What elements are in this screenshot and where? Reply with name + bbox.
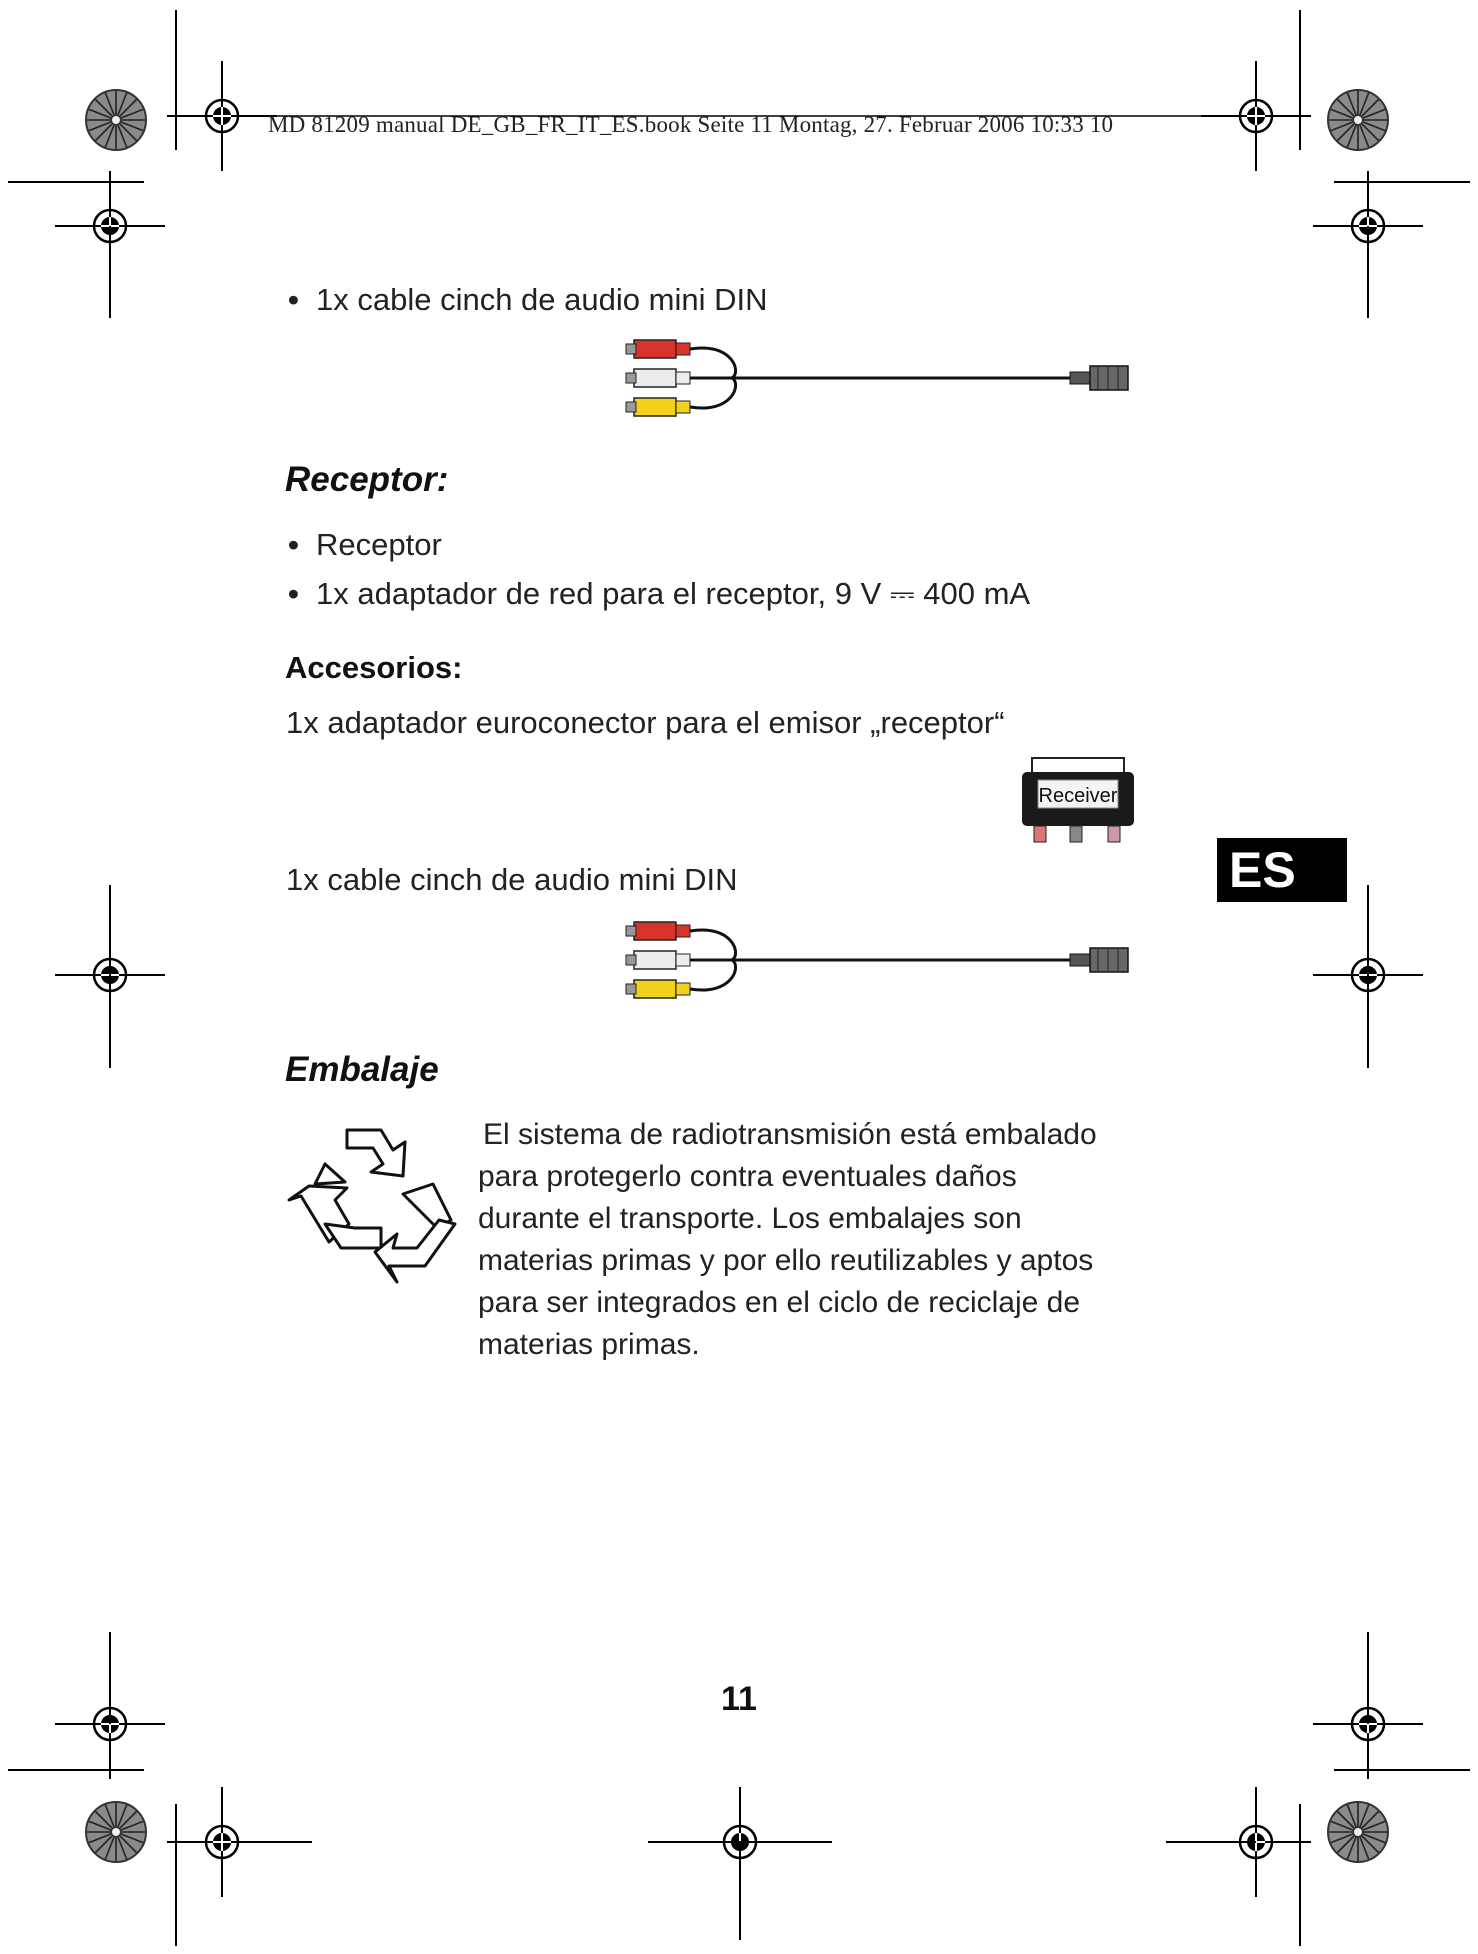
- paragraph-line: El sistema de radiotransmisión está embalado: [483, 1118, 1097, 1151]
- cinch-cable-image: [622, 914, 1142, 1014]
- receptor-heading: Receptor:: [285, 460, 449, 499]
- bullet-dot: •: [288, 576, 299, 611]
- list-item: [288, 282, 767, 318]
- embalaje-paragraph: [478, 1114, 1218, 1366]
- cinch-cable-image: [622, 332, 1142, 432]
- paragraph-line: materias primas y por ello reutilizables y aptos: [478, 1244, 1094, 1277]
- list-item-text: Receptor: [316, 527, 442, 562]
- book-header-line: MD 81209 manual DE_GB_FR_IT_ES.book Seite 11 Montag, 27. Februar 2006 10:33 10: [268, 112, 1114, 137]
- bullet-dot: •: [288, 282, 299, 317]
- recycle-icon: [285, 1124, 465, 1289]
- bullet-dot: •: [288, 527, 299, 562]
- accesorios-heading: Accesorios:: [285, 650, 463, 685]
- accessory-line: 1x adaptador euroconector para el emisor „receptor“: [286, 705, 1005, 740]
- paragraph-line: durante el transporte. Los embalajes son: [478, 1202, 1022, 1235]
- list-item-text: 1x cable cinch de audio mini DIN: [316, 282, 768, 317]
- list-item-text: 1x adaptador de red para el receptor, 9 V ⎓ 400 mA: [316, 576, 1031, 611]
- language-tab: ES: [1217, 838, 1347, 902]
- page-number: 11: [721, 1680, 757, 1718]
- paragraph-line: materias primas.: [478, 1328, 700, 1361]
- paragraph-line: para protegerlo contra eventuales daños: [478, 1160, 1017, 1193]
- adapter-label: Receiver: [1038, 785, 1118, 807]
- embalaje-heading: Embalaje: [285, 1050, 439, 1089]
- paragraph-line: para ser integrados en el ciclo de reciclaje de: [478, 1286, 1081, 1319]
- scart-adapter-image: [1020, 756, 1140, 855]
- accessory-line: 1x cable cinch de audio mini DIN: [286, 862, 738, 897]
- list-item: [288, 576, 1030, 613]
- list-item: [288, 527, 442, 563]
